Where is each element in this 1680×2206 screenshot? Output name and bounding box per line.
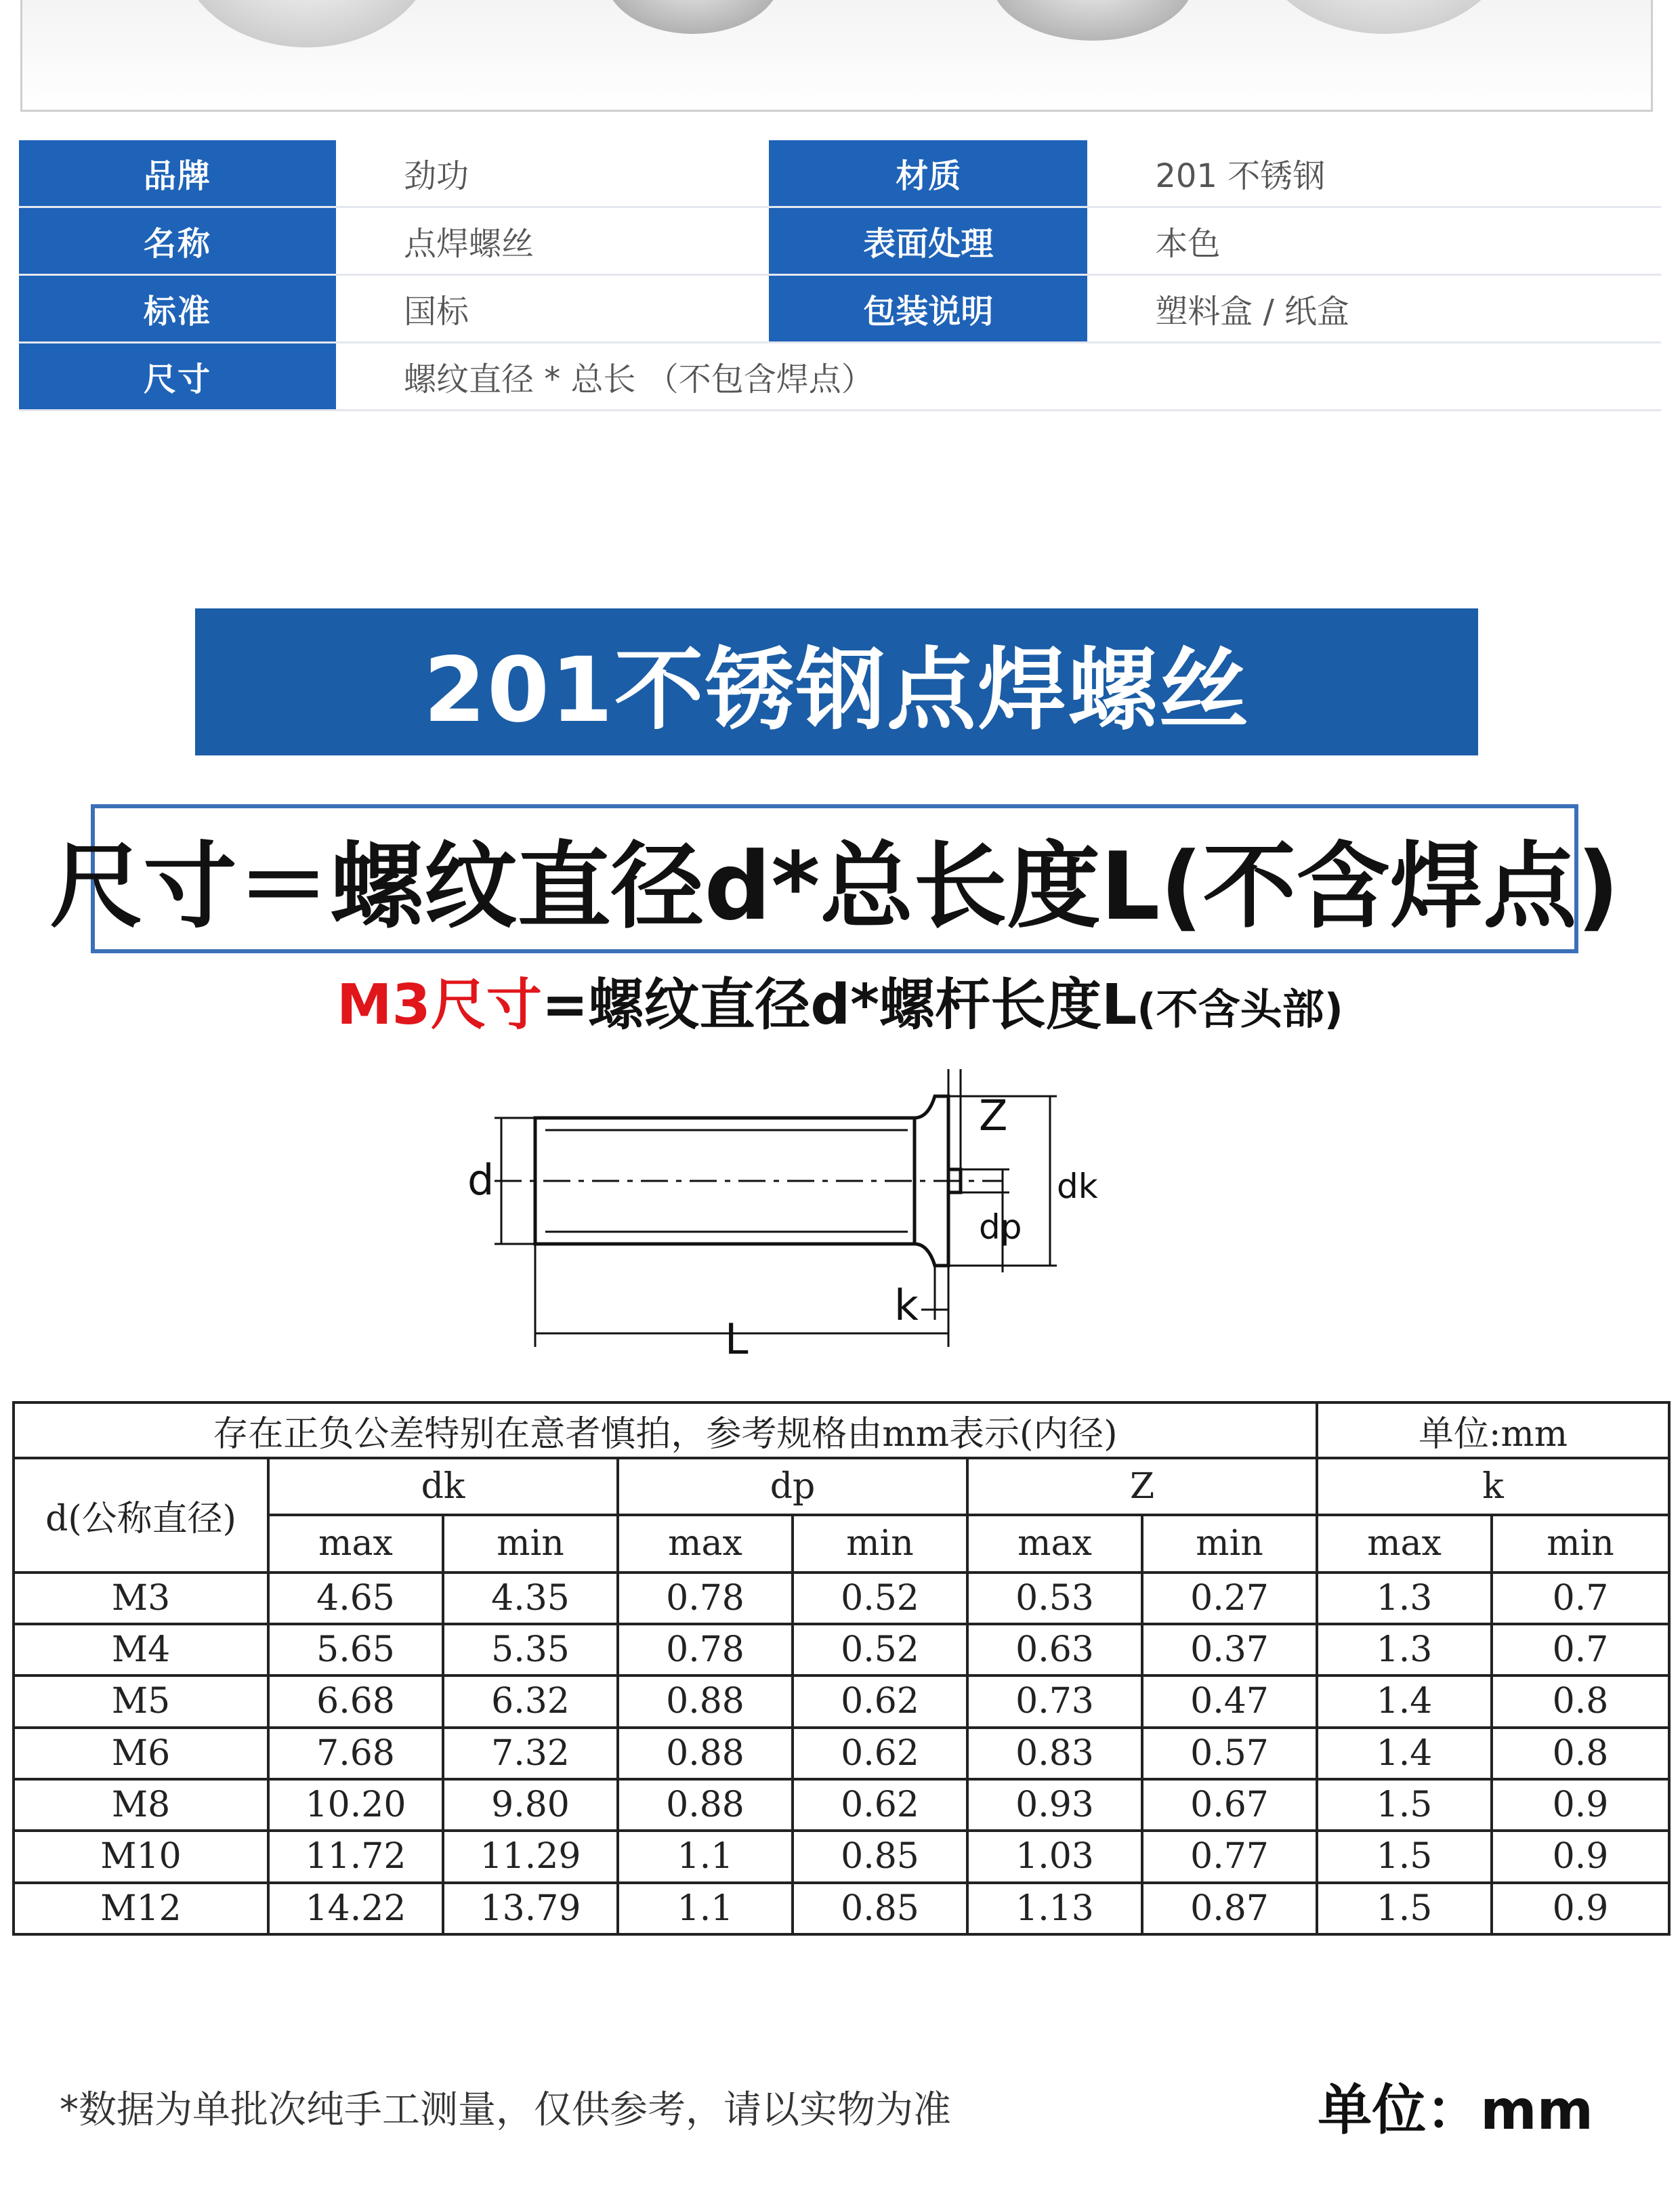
label-d: d: [467, 1155, 495, 1205]
label-k: k: [894, 1281, 919, 1330]
value-cell: 0.7: [1492, 1573, 1669, 1624]
value-cell: 6.32: [443, 1676, 618, 1727]
value-cell: 5.65: [268, 1624, 443, 1676]
value-cell: 0.83: [967, 1728, 1142, 1779]
value-cell: 1.5: [1317, 1831, 1492, 1882]
value-cell: 1.13: [967, 1883, 1142, 1934]
table-row: [14, 1883, 1669, 1934]
value-cell: 14.22: [268, 1883, 443, 1934]
value-cell: 6.68: [268, 1676, 443, 1727]
table-row: [14, 1624, 1669, 1676]
spec-value: 201 不锈钢: [1087, 140, 1661, 207]
value-cell: 0.9: [1492, 1883, 1669, 1934]
table-note: 存在正负公差特别在意者慎拍，参考规格由mm表示(内径): [14, 1402, 1317, 1458]
value-cell: 1.1: [618, 1831, 793, 1882]
screw-thread-image: [605, 0, 781, 34]
value-cell: 0.52: [793, 1573, 967, 1624]
value-cell: 7.68: [268, 1728, 443, 1779]
spec-value: 塑料盒 / 纸盒: [1087, 275, 1661, 343]
value-cell: 0.85: [793, 1883, 967, 1934]
spec-value: 劲功: [336, 140, 769, 207]
value-cell: 1.3: [1317, 1573, 1492, 1624]
value-cell: 0.57: [1142, 1728, 1317, 1779]
size-cell: M10: [14, 1831, 268, 1882]
spec-key: 名称: [19, 207, 336, 275]
value-cell: 0.8: [1492, 1676, 1669, 1727]
value-cell: 0.8: [1492, 1728, 1669, 1779]
spec-value: 本色: [1087, 207, 1661, 275]
group-header-dp: dp: [618, 1458, 967, 1515]
table-row: [14, 1728, 1669, 1779]
value-cell: 0.62: [793, 1779, 967, 1831]
size-cell: M4: [14, 1624, 268, 1676]
product-title-banner: [195, 608, 1478, 755]
spec-key: 包装说明: [769, 275, 1087, 343]
size-cell: M12: [14, 1883, 268, 1934]
dimension-table: [12, 1401, 1671, 1936]
label-dp: dp: [979, 1207, 1022, 1247]
footer-disclaimer: *数据为单批次纯手工测量，仅供参考，请以实物为准: [60, 2088, 951, 2132]
value-cell: 0.67: [1142, 1779, 1317, 1831]
size-formula-text: 尺寸＝螺纹直径d*总长度L(不含焊点): [49, 832, 1620, 941]
value-cell: 11.72: [268, 1831, 443, 1882]
value-cell: 9.80: [443, 1779, 618, 1831]
subheader-cell: max: [268, 1515, 443, 1572]
value-cell: 0.88: [618, 1728, 793, 1779]
value-cell: 1.1: [618, 1883, 793, 1934]
screw-head-image: [178, 0, 436, 47]
size-cell: M3: [14, 1573, 268, 1624]
value-cell: 5.35: [443, 1624, 618, 1676]
spec-key: 品牌: [19, 140, 336, 207]
spec-key: 材质: [769, 140, 1087, 207]
value-cell: 0.9: [1492, 1831, 1669, 1882]
value-cell: 0.27: [1142, 1573, 1317, 1624]
table-group-header-row: [14, 1458, 1669, 1515]
value-cell: 4.65: [268, 1573, 443, 1624]
m3-formula-line: [0, 961, 1680, 1035]
spec-key: 表面处理: [769, 207, 1087, 275]
value-cell: 0.73: [967, 1676, 1142, 1727]
m3-note: (不含头部): [1137, 984, 1343, 1034]
subheader-cell: max: [618, 1515, 793, 1572]
value-cell: 0.9: [1492, 1779, 1669, 1831]
size-formula-box: [49, 804, 1620, 953]
value-cell: 0.47: [1142, 1676, 1317, 1727]
subheader-cell: max: [967, 1515, 1142, 1572]
subheader-cell: min: [793, 1515, 967, 1572]
label-z: Z: [979, 1091, 1008, 1140]
table-row: [14, 1573, 1669, 1624]
value-cell: 1.4: [1317, 1676, 1492, 1727]
group-header-z: Z: [967, 1458, 1317, 1515]
value-cell: 1.4: [1317, 1728, 1492, 1779]
table-row: [14, 1676, 1669, 1727]
subheader-cell: min: [1142, 1515, 1317, 1572]
value-cell: 0.37: [1142, 1624, 1317, 1676]
value-cell: 0.87: [1142, 1883, 1317, 1934]
spec-table: [19, 140, 1661, 411]
value-cell: 0.88: [618, 1779, 793, 1831]
value-cell: 1.3: [1317, 1624, 1492, 1676]
value-cell: 0.63: [967, 1624, 1142, 1676]
m3-label: M3尺寸: [337, 973, 542, 1037]
value-cell: 0.52: [793, 1624, 967, 1676]
label-dk: dk: [1057, 1167, 1098, 1206]
value-cell: 1.03: [967, 1831, 1142, 1882]
value-cell: 10.20: [268, 1779, 443, 1831]
m3-formula: =螺纹直径d*螺杆长度L: [541, 973, 1137, 1037]
value-cell: 11.29: [443, 1831, 618, 1882]
banner-title: 201不锈钢点焊螺丝: [423, 638, 1250, 743]
subheader-cell: max: [1317, 1515, 1492, 1572]
value-cell: 0.88: [618, 1676, 793, 1727]
spec-value: 点焊螺丝: [336, 207, 769, 275]
spec-key: 尺寸: [19, 343, 336, 411]
screw-dimension-diagram: [406, 1042, 1260, 1360]
screw-thread-image: [991, 0, 1194, 41]
value-cell: 0.62: [793, 1676, 967, 1727]
value-cell: 13.79: [443, 1883, 618, 1934]
value-cell: 0.93: [967, 1779, 1142, 1831]
value-cell: 0.62: [793, 1728, 967, 1779]
group-header-dk: dk: [268, 1458, 618, 1515]
spec-key: 标准: [19, 275, 336, 343]
size-cell: M8: [14, 1779, 268, 1831]
value-cell: 0.77: [1142, 1831, 1317, 1882]
subheader-cell: min: [443, 1515, 618, 1572]
first-column-header: d(公称直径): [14, 1458, 268, 1573]
size-cell: M6: [14, 1728, 268, 1779]
table-row: [14, 1831, 1669, 1882]
value-cell: 0.85: [793, 1831, 967, 1882]
product-photo-strip: [20, 0, 1653, 112]
label-l: L: [725, 1314, 749, 1360]
spec-row: [19, 207, 1661, 275]
value-cell: 0.53: [967, 1573, 1142, 1624]
spec-value: 螺纹直径 * 总长 （不包含焊点）: [336, 343, 1661, 411]
table-unit: 单位:mm: [1317, 1402, 1669, 1458]
table-note-row: [14, 1402, 1669, 1458]
value-cell: 1.5: [1317, 1779, 1492, 1831]
value-cell: 7.32: [443, 1728, 618, 1779]
footer-unit: 单位：mm: [1318, 2079, 1593, 2142]
value-cell: 0.7: [1492, 1624, 1669, 1676]
subheader-cell: min: [1492, 1515, 1669, 1572]
screw-head-image: [1255, 0, 1513, 34]
size-cell: M5: [14, 1676, 268, 1727]
spec-value: 国标: [336, 275, 769, 343]
value-cell: 0.78: [618, 1573, 793, 1624]
table-row: [14, 1779, 1669, 1831]
spec-row: [19, 140, 1661, 207]
group-header-k: k: [1317, 1458, 1669, 1515]
value-cell: 0.78: [618, 1624, 793, 1676]
value-cell: 4.35: [443, 1573, 618, 1624]
spec-row: [19, 275, 1661, 343]
spec-row: [19, 343, 1661, 411]
value-cell: 1.5: [1317, 1883, 1492, 1934]
